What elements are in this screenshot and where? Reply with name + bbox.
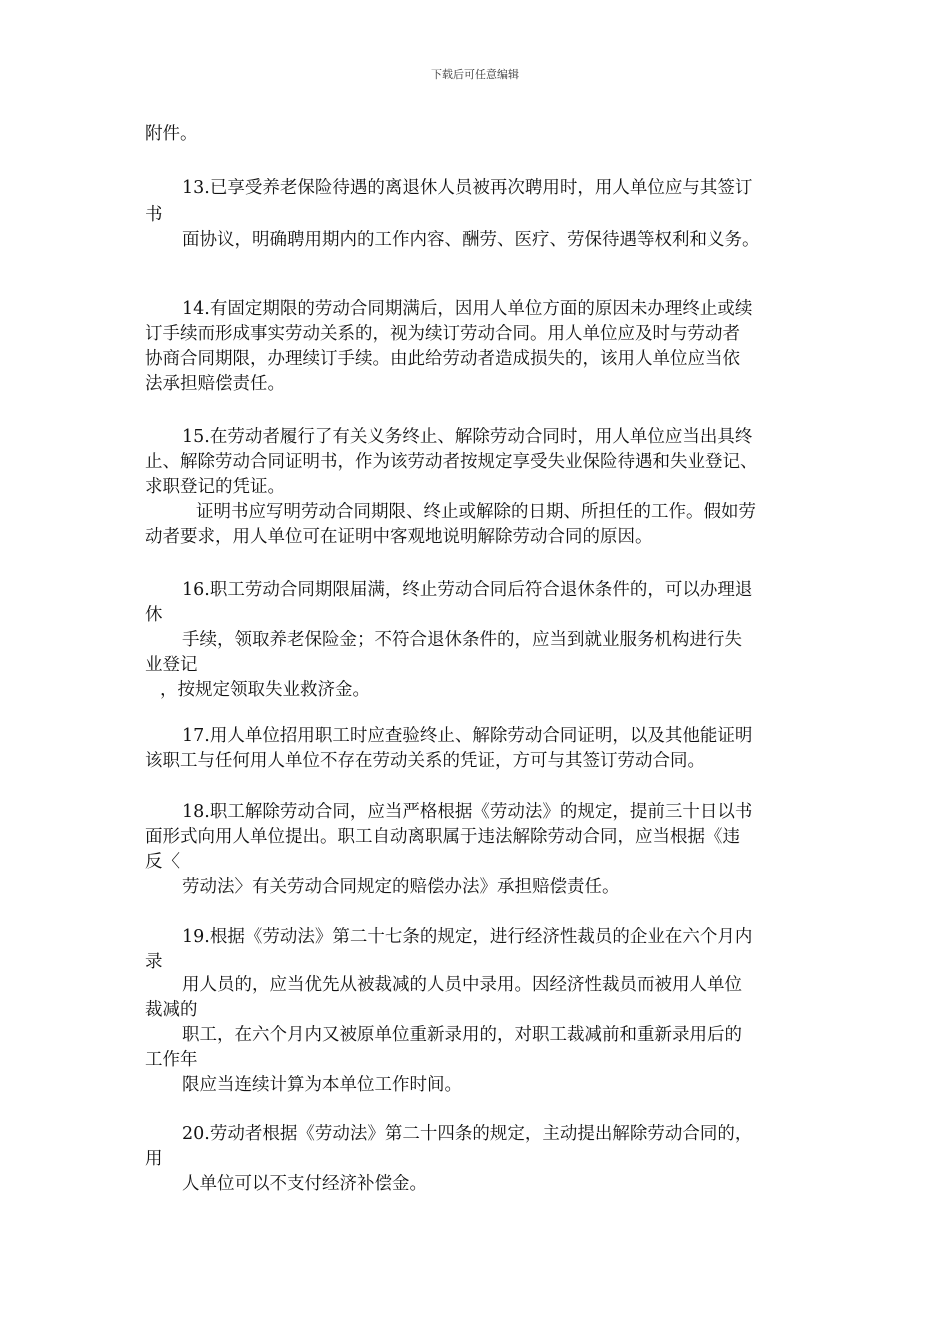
text-line: 面形式向用人单位提出。职工自动离职属于违法解除劳动合同，应当根据《违 [145,827,740,847]
text-line: 14.有固定期限的劳动合同期满后，因用人单位方面的原因未办理终止或续 [182,299,753,319]
text-line: 协商合同期限，办理续订手续。由此给劳动者造成损失的，该用人单位应当依 [145,349,740,369]
text-line: 订手续而形成事实劳动关系的，视为续订劳动合同。用人单位应及时与劳动者 [145,324,740,344]
text-line: 裁减的 [145,1000,198,1020]
text-line: 用人员的，应当优先从被裁减的人员中录用。因经济性裁员而被用人单位 [182,975,742,995]
text-line: 人单位可以不支付经济补偿金。 [182,1174,427,1194]
text-line: 法承担赔偿责任。 [145,374,285,394]
text-line: 求职登记的凭证。 [145,477,285,497]
text-line: 16.职工劳动合同期限届满，终止劳动合同后符合退休条件的，可以办理退 [182,580,753,600]
text-line: 17.用人单位招用职工时应查验终止、解除劳动合同证明，以及其他能证明 [182,726,753,746]
text-line: 劳动法〉有关劳动合同规定的赔偿办法》承担赔偿责任。 [182,877,620,897]
text-line: 业登记 [145,655,198,675]
text-line: 证明书应写明劳动合同期限、终止或解除的日期、所担任的工作。假如劳 [196,502,756,522]
text-line: 动者要求，用人单位可在证明中客观地说明解除劳动合同的原因。 [145,527,653,547]
text-line: 19.根据《劳动法》第二十七条的规定，进行经济性裁员的企业在六个月内 [182,927,753,947]
text-line: 面协议，明确聘用期内的工作内容、酬劳、医疗、劳保待遇等权利和义务。 [182,230,760,250]
text-line: 该职工与任何用人单位不存在劳动关系的凭证，方可与其签订劳动合同。 [145,751,705,771]
text-line: 书 [145,205,163,225]
text-line: 18.职工解除劳动合同，应当严格根据《劳动法》的规定，提前三十日以书 [182,802,753,822]
text-line: 13.已享受养老保险待遇的离退休人员被再次聘用时，用人单位应与其签订 [182,178,753,198]
text-line: 手续，领取养老保险金；不符合退休条件的，应当到就业服务机构进行失 [182,630,742,650]
text-line: ，按规定领取失业救济金。 [160,680,370,700]
text-line: 用 [145,1149,163,1169]
text-line: 反〈 [145,852,180,872]
text-line: 休 [145,605,163,625]
text-line: 附件。 [145,124,198,144]
text-line: 工作年 [145,1050,198,1070]
text-line: 15.在劳动者履行了有关义务终止、解除劳动合同时，用人单位应当出具终 [182,427,753,447]
text-line: 20.劳动者根据《劳动法》第二十四条的规定，主动提出解除劳动合同的， [182,1124,753,1144]
text-line: 职工，在六个月内又被原单位重新录用的，对职工裁减前和重新录用后的 [182,1025,742,1045]
text-line: 录 [145,952,163,972]
page-header: 下载后可任意编辑 [431,68,519,81]
text-line: 限应当连续计算为本单位工作时间。 [182,1075,462,1095]
text-line: 止、解除劳动合同证明书，作为该劳动者按规定享受失业保险待遇和失业登记、 [145,452,758,472]
